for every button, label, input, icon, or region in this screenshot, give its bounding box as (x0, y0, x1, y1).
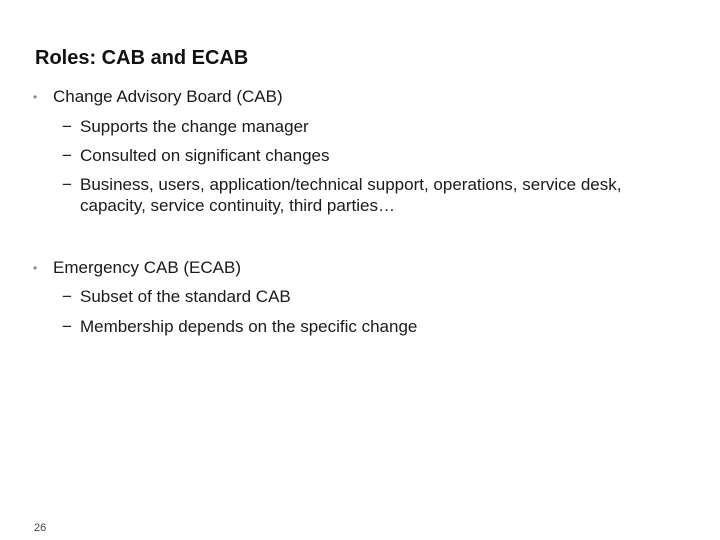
sub-item (62, 284, 682, 309)
dash-marker: − (62, 175, 72, 194)
sub-item (62, 143, 682, 168)
sub-item (62, 314, 682, 339)
sub-item-text: Subset of the standard CAB (80, 287, 291, 306)
bullet-marker: • (33, 90, 38, 104)
dash-marker: − (62, 146, 72, 165)
bullet-ecab (33, 258, 241, 278)
slide-title: Roles: CAB and ECAB (35, 47, 249, 69)
sub-item-text: Supports the change manager (80, 117, 309, 136)
sub-item-text: Business, users, application/technical support, operations, service desk, capacity, service continuity, third parties… (80, 175, 622, 215)
sub-item (62, 174, 682, 216)
bullet-text: Change Advisory Board (CAB) (53, 87, 283, 106)
bullet-text: Emergency CAB (ECAB) (53, 258, 241, 277)
bullet-marker: • (33, 261, 38, 275)
sub-item-text: Consulted on significant changes (80, 146, 330, 165)
sub-item (62, 114, 682, 139)
dash-marker: − (62, 287, 72, 306)
dash-marker: − (62, 117, 72, 136)
sub-item-text: Membership depends on the specific change (80, 317, 418, 336)
dash-marker: − (62, 317, 72, 336)
bullet-cab (33, 87, 283, 107)
page-number: 26 (34, 522, 47, 534)
